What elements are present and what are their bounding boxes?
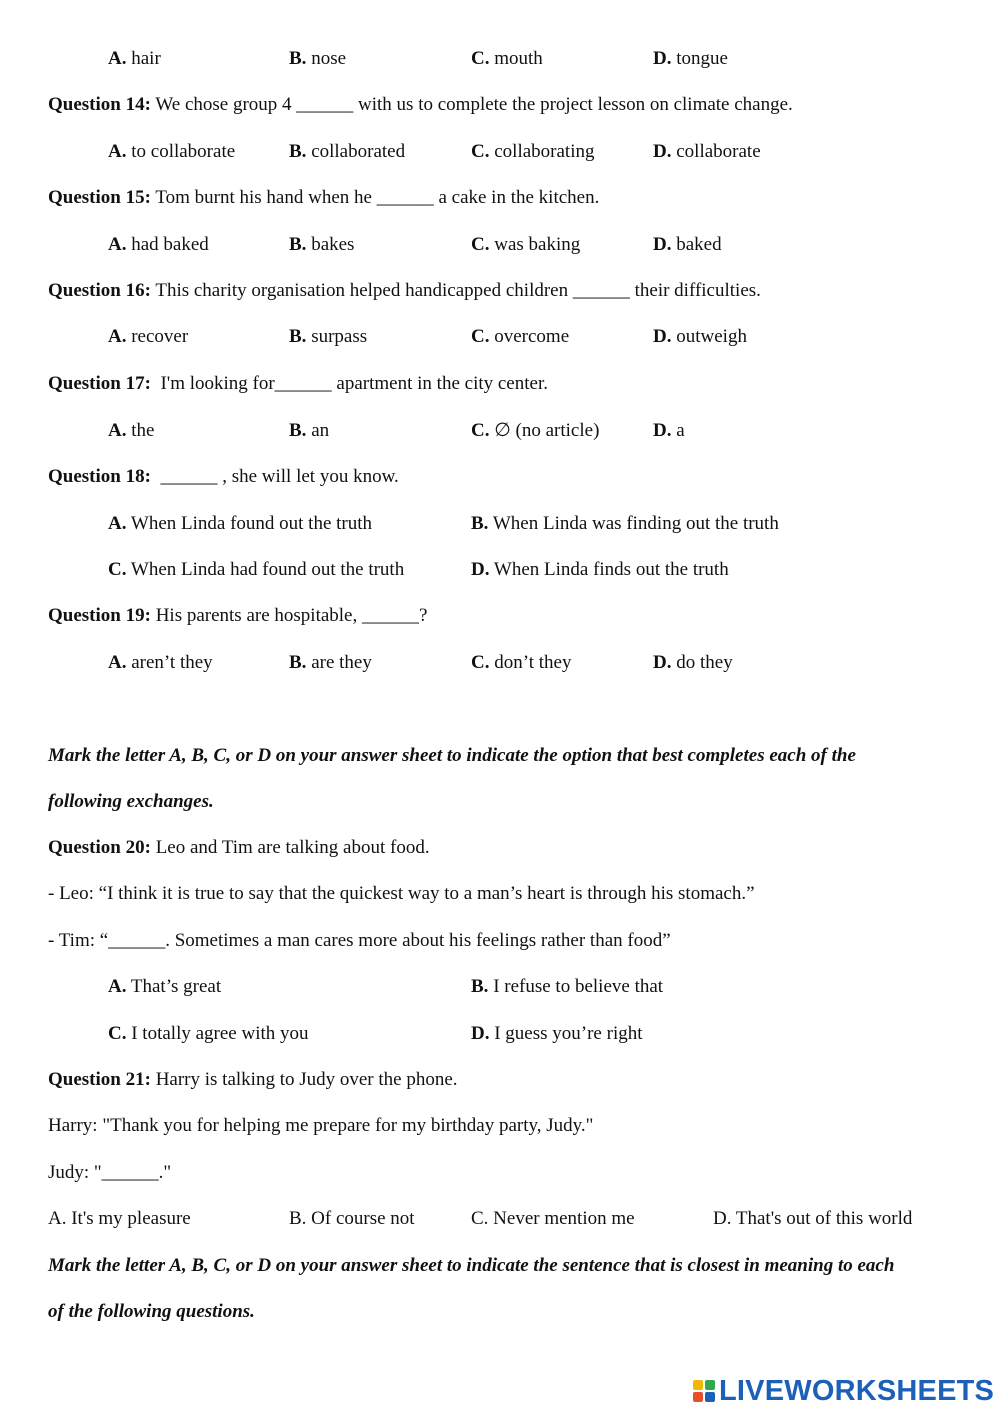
question-label: Question 14: <box>48 94 151 115</box>
dialogue-line-tim: - Tim: “______. Sometimes a man cares more about his feelings rather than food” <box>48 930 671 951</box>
option-b[interactable]: B. nose <box>289 48 347 69</box>
option-c[interactable]: C. don’t they <box>471 652 572 673</box>
liveworksheets-logo <box>693 1374 994 1408</box>
liveworksheets-icon <box>693 1380 715 1402</box>
icon-square-yellow <box>693 1380 703 1390</box>
option-a[interactable]: A. to collaborate <box>108 141 236 162</box>
option-c[interactable]: C. was baking <box>471 234 581 255</box>
question-label: Question 15: <box>48 187 151 208</box>
question-text: We chose group 4 ______ with us to complete the project lesson on climate change. <box>150 94 793 115</box>
question-15 <box>0 186 1000 210</box>
option-d[interactable]: D. baked <box>653 234 722 255</box>
option-a[interactable]: A. had baked <box>108 234 209 255</box>
option-a[interactable]: A. aren’t they <box>108 652 213 673</box>
option-c[interactable]: C. overcome <box>471 326 570 347</box>
question-text: I'm looking for______ apartment in the city center. <box>150 373 548 394</box>
option-d[interactable]: D. I guess you’re right <box>471 1023 643 1044</box>
question-19 <box>0 604 1000 628</box>
q13-options <box>0 47 1000 71</box>
option-b[interactable]: B. surpass <box>289 326 368 347</box>
question-text: ______ , she will let you know. <box>150 466 399 487</box>
option-d[interactable]: D. That's out of this world <box>713 1208 913 1229</box>
question-text: His parents are hospitable, ______? <box>150 605 428 626</box>
instruction-meaning-cont: of the following questions. <box>48 1301 255 1322</box>
dialogue-line-harry: Harry: "Thank you for helping me prepare for my birthday party, Judy." <box>48 1115 594 1136</box>
option-a[interactable]: A. hair <box>108 48 161 69</box>
option-b[interactable]: B. I refuse to believe that <box>471 976 664 997</box>
icon-square-blue <box>705 1392 715 1402</box>
question-16 <box>0 279 1000 303</box>
option-d[interactable]: D. collaborate <box>653 141 761 162</box>
option-d[interactable]: D. When Linda finds out the truth <box>471 559 729 580</box>
q20-options-row1 <box>0 975 1000 999</box>
question-14 <box>0 93 1000 117</box>
question-label: Question 19: <box>48 605 151 626</box>
instruction-exchanges-cont: following exchanges. <box>48 791 214 812</box>
q18-options-row1 <box>0 512 1000 536</box>
q17-options <box>0 419 1000 443</box>
option-b[interactable]: B. bakes <box>289 234 355 255</box>
option-a[interactable]: A. the <box>108 420 155 441</box>
option-b[interactable]: B. are they <box>289 652 372 673</box>
question-21 <box>0 1068 1000 1092</box>
option-b[interactable]: B. collaborated <box>289 141 406 162</box>
option-c[interactable]: C. Never mention me <box>471 1208 635 1229</box>
option-a[interactable]: A. That’s great <box>108 976 222 997</box>
option-c[interactable]: C. mouth <box>471 48 543 69</box>
question-text: Tom burnt his hand when he ______ a cake in the kitchen. <box>150 187 600 208</box>
question-label: Question 21: <box>48 1069 151 1090</box>
q15-options <box>0 233 1000 257</box>
option-a[interactable]: A. recover <box>108 326 189 347</box>
q16-options <box>0 325 1000 349</box>
option-c[interactable]: C. collaborating <box>471 141 595 162</box>
option-b[interactable]: B. When Linda was finding out the truth <box>471 513 779 534</box>
q21-options <box>0 1207 1000 1231</box>
q14-options <box>0 140 1000 164</box>
option-d[interactable]: D. a <box>653 420 685 441</box>
option-d[interactable]: D. do they <box>653 652 733 673</box>
question-20 <box>0 836 1000 860</box>
option-c[interactable]: C. I totally agree with you <box>108 1023 309 1044</box>
question-label: Question 17: <box>48 373 151 394</box>
option-b[interactable]: B. Of course not <box>289 1208 415 1229</box>
question-label: Question 20: <box>48 837 151 858</box>
option-d[interactable]: D. tongue <box>653 48 728 69</box>
q20-options-row2 <box>0 1022 1000 1046</box>
q18-options-row2 <box>0 558 1000 582</box>
logo-text: LIVEWORKSHEETS <box>719 1374 995 1407</box>
option-b[interactable]: B. an <box>289 420 330 441</box>
question-18 <box>0 465 1000 489</box>
question-text: Leo and Tim are talking about food. <box>150 837 430 858</box>
option-a[interactable]: A. When Linda found out the truth <box>108 513 373 534</box>
option-a[interactable]: A. It's my pleasure <box>48 1208 191 1229</box>
question-text: This charity organisation helped handicapped children ______ their difficulties. <box>150 280 761 301</box>
q19-options <box>0 651 1000 675</box>
icon-square-green <box>705 1380 715 1390</box>
question-label: Question 16: <box>48 280 151 301</box>
question-label: Question 18: <box>48 466 151 487</box>
option-d[interactable]: D. outweigh <box>653 326 747 347</box>
question-text: Harry is talking to Judy over the phone. <box>150 1069 458 1090</box>
option-c[interactable]: C. When Linda had found out the truth <box>108 559 405 580</box>
dialogue-line-leo: - Leo: “I think it is true to say that the quickest way to a man’s heart is through his stomach.” <box>48 883 755 904</box>
option-c[interactable]: C. ∅ (no article) <box>471 420 600 441</box>
question-17 <box>0 372 1000 396</box>
dialogue-line-judy: Judy: "______." <box>48 1162 172 1183</box>
instruction-exchanges: Mark the letter A, B, C, or D on your answer sheet to indicate the option that best completes each of the <box>48 745 856 766</box>
icon-square-red <box>693 1392 703 1402</box>
instruction-meaning: Mark the letter A, B, C, or D on your answer sheet to indicate the sentence that is closest in meaning to each <box>48 1255 895 1276</box>
